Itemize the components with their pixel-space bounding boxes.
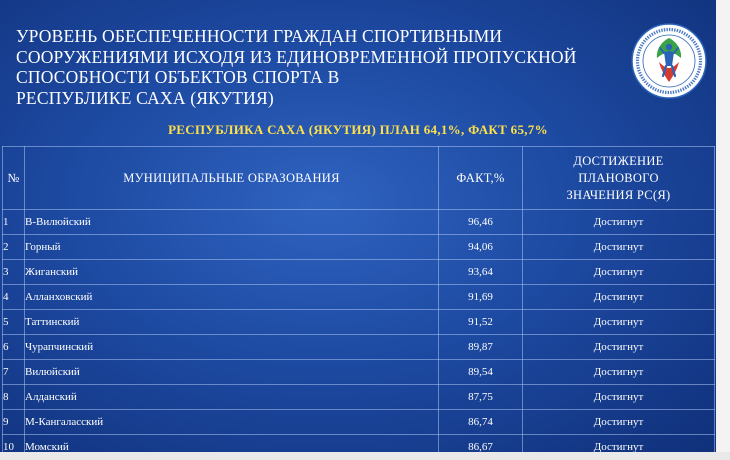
row-status: Достигнут [523,385,715,410]
header-fact: ФАКТ,% [439,147,523,210]
page-margin-bottom [0,452,730,460]
row-status: Достигнут [523,435,715,453]
header-achievement-line: ДОСТИЖЕНИЕ [573,153,664,168]
row-status: Достигнут [523,360,715,385]
row-fact: 91,69 [439,285,523,310]
row-fact: 91,52 [439,310,523,335]
title-line: СООРУЖЕНИЯМИ ИСХОДЯ ИЗ ЕДИНОВРЕМЕННОЙ ПРОПУСКНОЙ [16,46,577,67]
table-row [3,260,715,285]
row-municipality: Момский [25,435,439,453]
header-municipality: МУНИЦИПАЛЬНЫЕ ОБРАЗОВАНИЯ [25,147,439,210]
table-header-row [3,147,715,210]
row-num: 5 [3,310,25,335]
row-num: 7 [3,360,25,385]
row-num: 8 [3,385,25,410]
header-achievement-line: ПЛАНОВОГО [578,170,659,185]
table-row [3,235,715,260]
emblem-graphic [630,22,708,100]
row-municipality: Алланховский [25,285,439,310]
plan-fact-subtitle: РЕСПУБЛИКА САХА (ЯКУТИЯ) ПЛАН 64,1%, ФАКТ 65,7% [168,122,548,137]
row-fact: 89,87 [439,335,523,360]
row-status: Достигнут [523,260,715,285]
table-row [3,210,715,235]
row-municipality: М-Кангаласский [25,410,439,435]
table-row [3,385,715,410]
row-status: Достигнут [523,335,715,360]
row-fact: 89,54 [439,360,523,385]
row-num: 4 [3,285,25,310]
table-row [3,335,715,360]
table-row [3,360,715,385]
row-fact: 96,46 [439,210,523,235]
municipalities-table [2,146,715,452]
row-status: Достигнут [523,310,715,335]
row-municipality: Вилюйский [25,360,439,385]
title-line: РЕСПУБЛИКЕ САХА (ЯКУТИЯ) [16,87,274,108]
row-fact: 86,74 [439,410,523,435]
table-row [3,435,715,453]
row-num: 3 [3,260,25,285]
title-line: СПОСОБНОСТИ ОБЪЕКТОВ СПОРТА В [16,67,340,87]
row-fact: 93,64 [439,260,523,285]
slide-title [16,26,616,108]
row-municipality: Чурапчинский [25,335,439,360]
row-num: 1 [3,210,25,235]
table-row [3,310,715,335]
row-num: 9 [3,410,25,435]
row-status: Достигнут [523,410,715,435]
row-fact: 94,06 [439,235,523,260]
row-num: 2 [3,235,25,260]
row-status: Достигнут [523,210,715,235]
row-num: 10 [3,435,25,453]
row-municipality: Жиганский [25,260,439,285]
row-fact: 87,75 [439,385,523,410]
title-line: УРОВЕНЬ ОБЕСПЕЧЕННОСТИ ГРАЖДАН СПОРТИВНЫМИ [16,26,503,46]
table-row [3,285,715,310]
header-achievement-line: ЗНАЧЕНИЯ РС(Я) [566,187,671,202]
row-num: 6 [3,335,25,360]
row-fact: 86,67 [439,435,523,453]
header-achievement [523,147,715,210]
header-num: № [3,147,25,210]
page-margin-right [716,0,730,460]
row-municipality: В-Вилюйский [25,210,439,235]
row-municipality: Горный [25,235,439,260]
row-municipality: Алданский [25,385,439,410]
ministry-sports-emblem-icon [630,22,708,100]
table-row [3,410,715,435]
row-status: Достигнут [523,235,715,260]
row-municipality: Таттинский [25,310,439,335]
row-status: Достигнут [523,285,715,310]
